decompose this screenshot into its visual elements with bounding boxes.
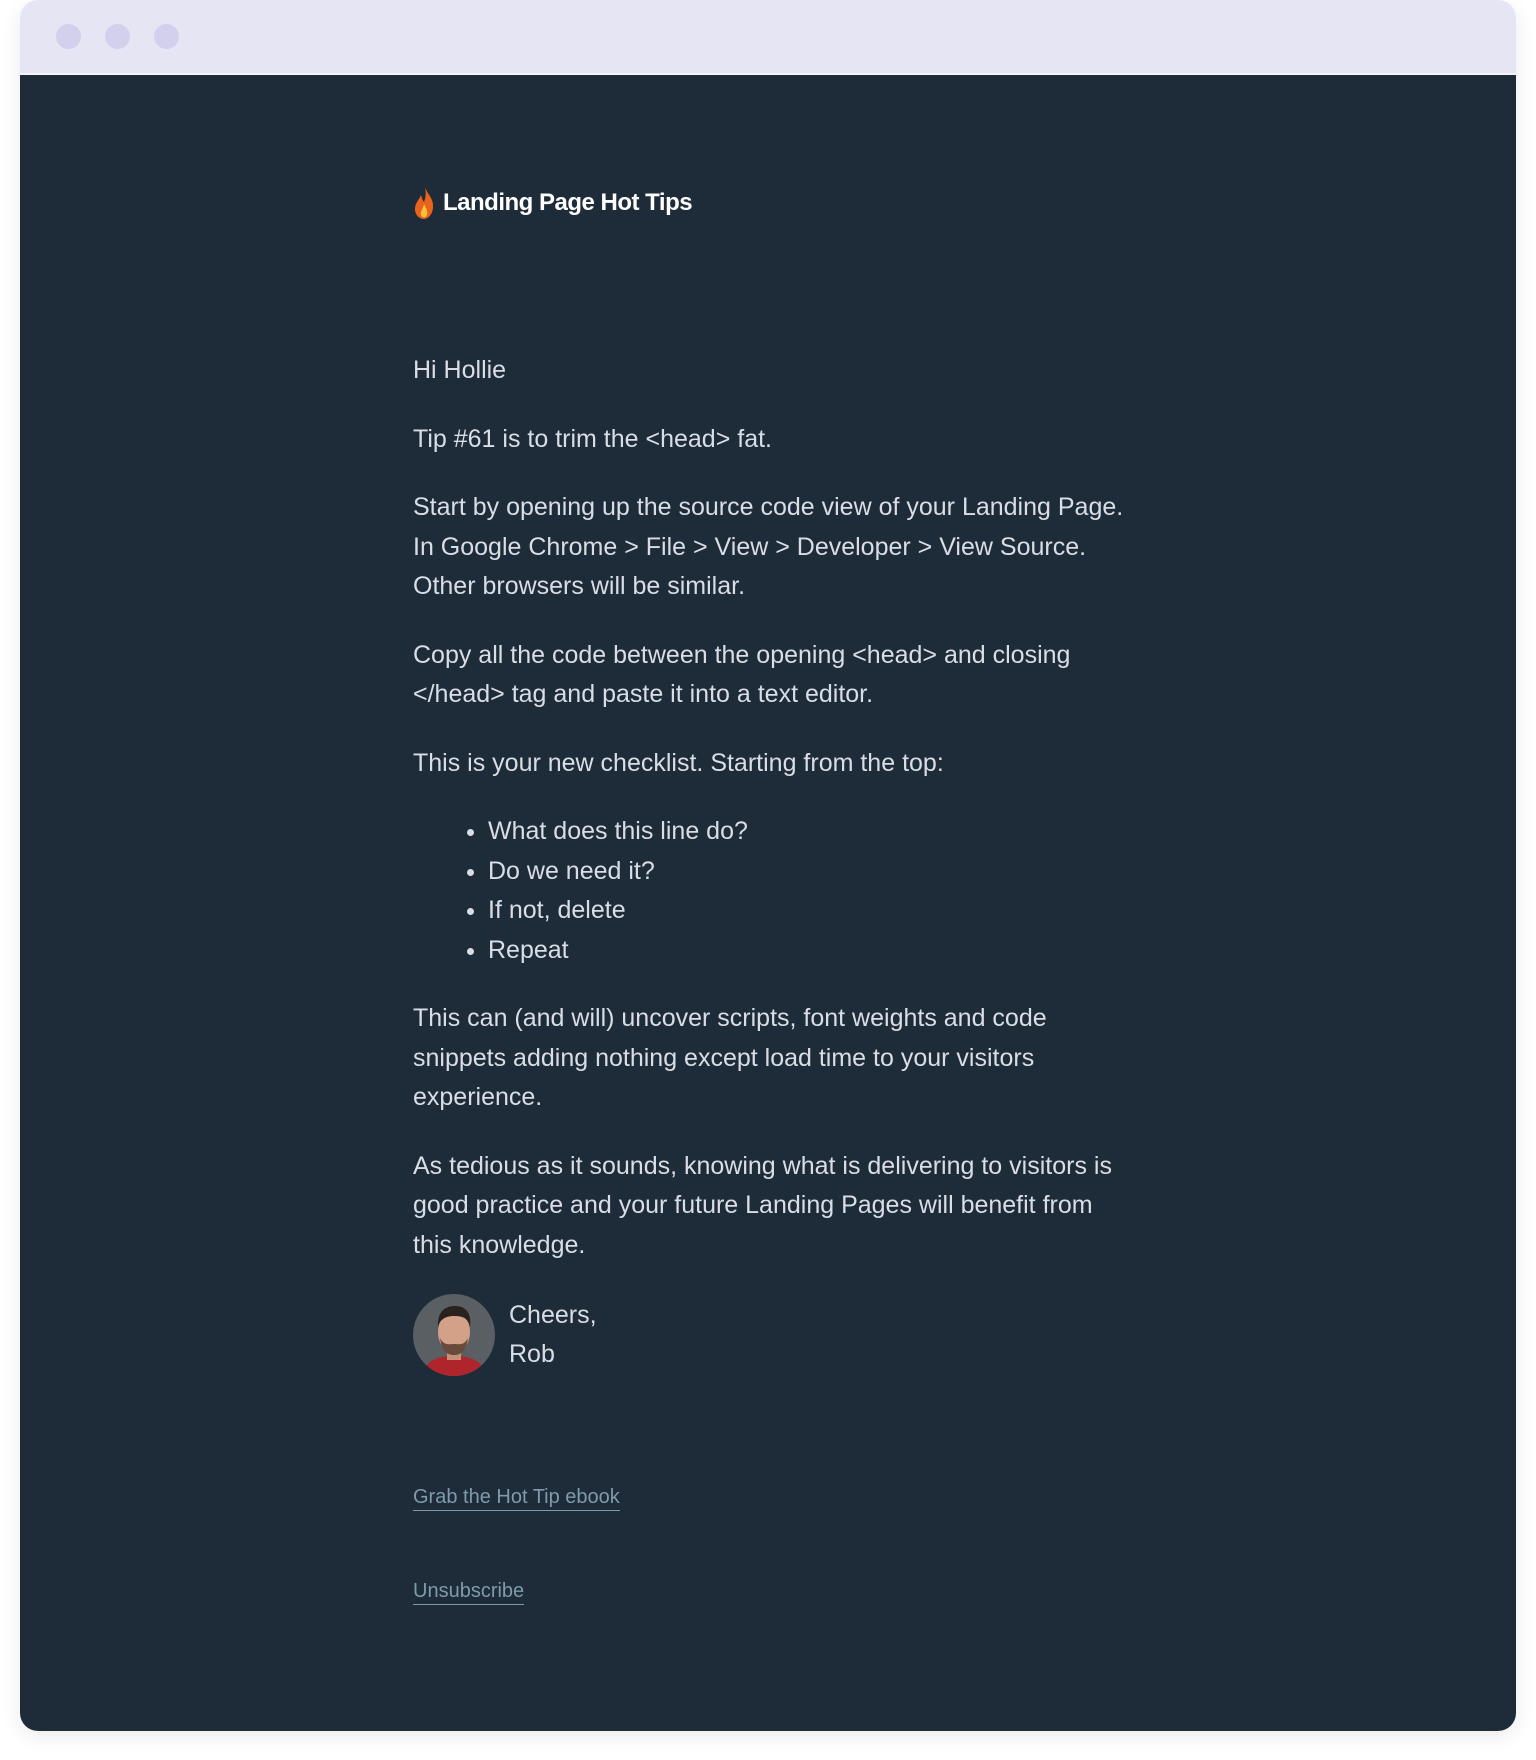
close-window-button[interactable] [56, 24, 81, 49]
list-item: • If not, delete [488, 891, 1133, 931]
signer-name: Rob [509, 1340, 555, 1368]
paragraph: Copy all the code between the opening <head> and closing </head> tag and paste it into a text editor. [413, 640, 1071, 708]
unsubscribe-link[interactable]: Unsubscribe [413, 1578, 524, 1605]
fire-icon [413, 186, 435, 220]
signoff: Cheers, [509, 1300, 597, 1329]
signature [413, 1294, 1133, 1376]
list-item: • Repeat [488, 931, 1133, 971]
email-body [413, 351, 1133, 1376]
newsletter-title: Landing Page Hot Tips [443, 189, 693, 216]
list-item: • Do we need it? [488, 852, 1133, 892]
paragraph: Tip #61 is to trim the <head> fat. [413, 424, 772, 453]
paragraph: This can (and will) uncover scripts, font weights and code snippets adding nothing except load time to your visitors experience. [413, 1004, 1047, 1111]
avatar [413, 1294, 495, 1376]
browser-window [20, 0, 1516, 1731]
greeting: Hi Hollie [413, 356, 507, 384]
minimize-window-button[interactable] [105, 24, 130, 49]
ebook-link[interactable]: Grab the Hot Tip ebook [413, 1484, 620, 1511]
paragraph: This is your new checklist. Starting from the top: [413, 748, 944, 777]
brand-header [413, 183, 692, 223]
title-bar [20, 0, 1516, 75]
footer-links [413, 1478, 620, 1611]
paragraph: As tedious as it sounds, knowing what is delivering to visitors is good practice and your future Landing Pages will benefit from this knowledge. [413, 1151, 1112, 1259]
checklist [413, 812, 1133, 970]
maximize-window-button[interactable] [154, 24, 179, 49]
list-item: • What does this line do? [488, 812, 1133, 852]
paragraph: Start by opening up the source code view of your Landing Page. In Google Chrome > File > View > Developer > View Source. Other browsers will be similar. [413, 493, 1124, 600]
email-content [20, 75, 1516, 1731]
